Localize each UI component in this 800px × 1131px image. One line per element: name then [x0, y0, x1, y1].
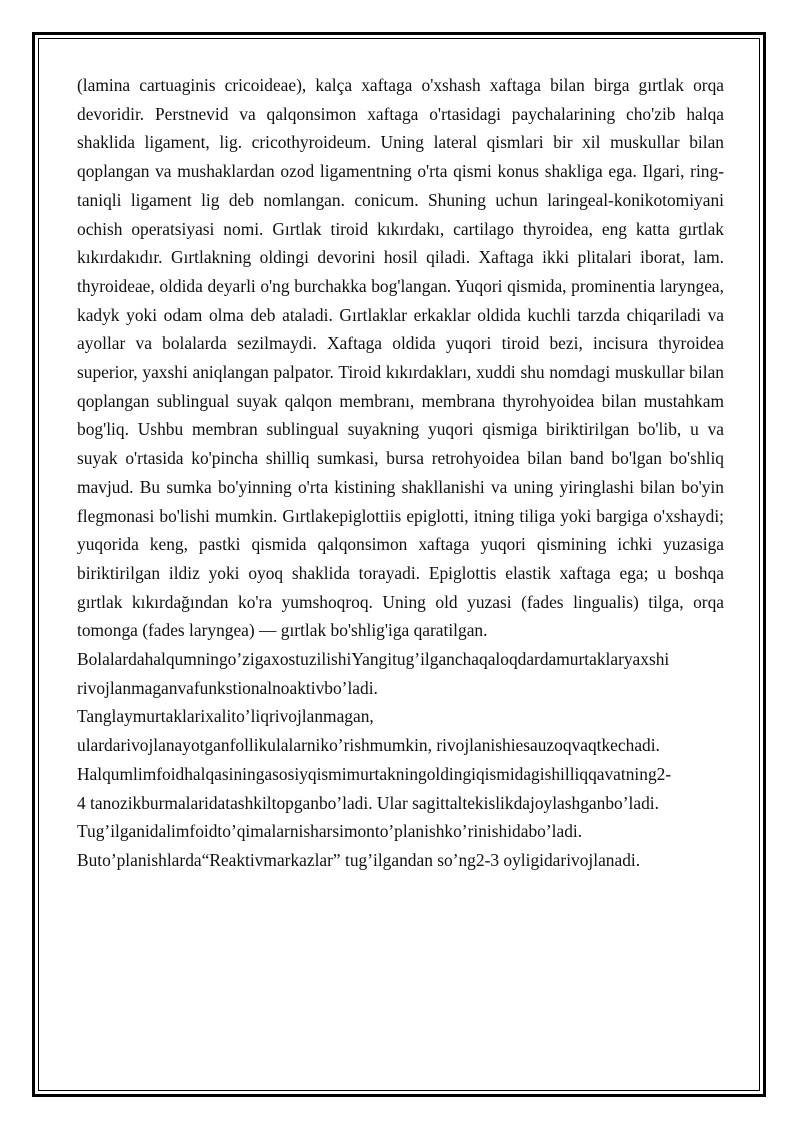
text-line-4: ulardarivojlanayotganfollikulalarnikoʼrishmumkin, rivojlanishiesauzoqvaqtkechadi. — [77, 735, 660, 756]
document-body — [77, 71, 724, 875]
text-line-3: Tanglaymurtaklarixalitoʼliqrivojlanmagan, — [77, 706, 374, 727]
text-line-7: Tugʼilganidalimfoidtoʼqimalarnisharsimontoʼplanishkoʼrinishidaboʼladi. — [77, 821, 583, 842]
text-line-1: BolalardahalqumningoʼzigaxostuzilishiYangitugʼilganchaqaloqdardamurtaklaryaxshi — [77, 649, 670, 670]
text-line-8: Butoʼplanishlarda“Reaktivmarkazlar” tugʼilgandan soʼng2-3 oyligidarivojlanadi. — [77, 849, 641, 870]
main-paragraph: (lamina cartuaginis cricoideae), kalça xaftaga o'xshash xaftaga bilan birga gırtlak orqa devoridir. Perstnevid va qalqonsimon xaftaga o'rtasidagi paychalarining cho'zib halqa shaklida ligament, lig. cricothyroideum. Uning lateral qismlari bir xil muskullar bilan qoplangan va mushaklardan ozod ligamentning o'rta qismi konus shakliga ega. Ilgari, ring-taniqli ligament lig deb nomlangan. conicum. Shuning uchun laringeal-konikotomiyani ochish operatsiyasi nomi. Gırtlak tiroid kıkırdakı, cartilago thyroidea, eng katta gırtlak kıkırdakıdır. Gırtlakning oldingi devorini hosil qiladi. Xaftaga ikki plitalari iborat, lam. thyroideae, oldida deyarli o'ng burchakka bog'langan. Yuqori qismida, prominentia laryngea, kadyk yoki odam olma deb ataladi. Gırtlaklar erkaklar oldida kuchli tarzda chiqariladi va ayollar va bolalarda sezilmaydi. Xaftaga oldida yuqori tiroid bezi, incisura thyroidea superior, yaxshi aniqlangan palpator. Tiroid kıkırdakları, xuddi shu nomdagi muskullar bilan qoplangan sublingual suyak qalqon membranı, membrana thyrohyoidea bilan mustahkam bog'liq. Ushbu membran sublingual suyakning yuqori qismiga biriktirilgan bo'lib, u va suyak o'rtasida ko'pincha shilliq sumkasi, bursa retrohyoidea bilan band bo'lgan bo'shliq mavjud. Bu sumka bo'yinning o'rta kistining shakllanishi va uning yiringlashi bilan bo'yin flegmonasi bo'lishi mumkin. Gırtlakepiglottiis epiglotti, itning tiliga yoki bargiga o'xshaydi; yuqorida keng, pastki qismida qalqonsimon xaftaga yuqori qismining ichki yuzasiga biriktirilgan ildiz yoki oyoq shaklida torayadi. Epiglottis elastik xaftaga ega; u boshqa gırtlak kıkırdağından ko'ra yumshoqroq. Uning old yuzasi (fades lingualis) tilga, orqa tomonga (fades laryngea) — gırtlak bo'shlig'iga qaratilgan. — [77, 75, 724, 641]
text-line-6: 4 tanozikburmalaridatashkiltopganboʼladi. Ular sagittaltekislikdajoylashganboʼladi. — [77, 792, 659, 813]
text-line-5: Halqumlimfoidhalqasiningasosiyqismimurtakningoldingiqismidagishilliqqavatning2- — [77, 763, 672, 784]
text-line-2: rivojlanmaganvafunkstionalnoaktivboʼladi. — [77, 677, 378, 698]
